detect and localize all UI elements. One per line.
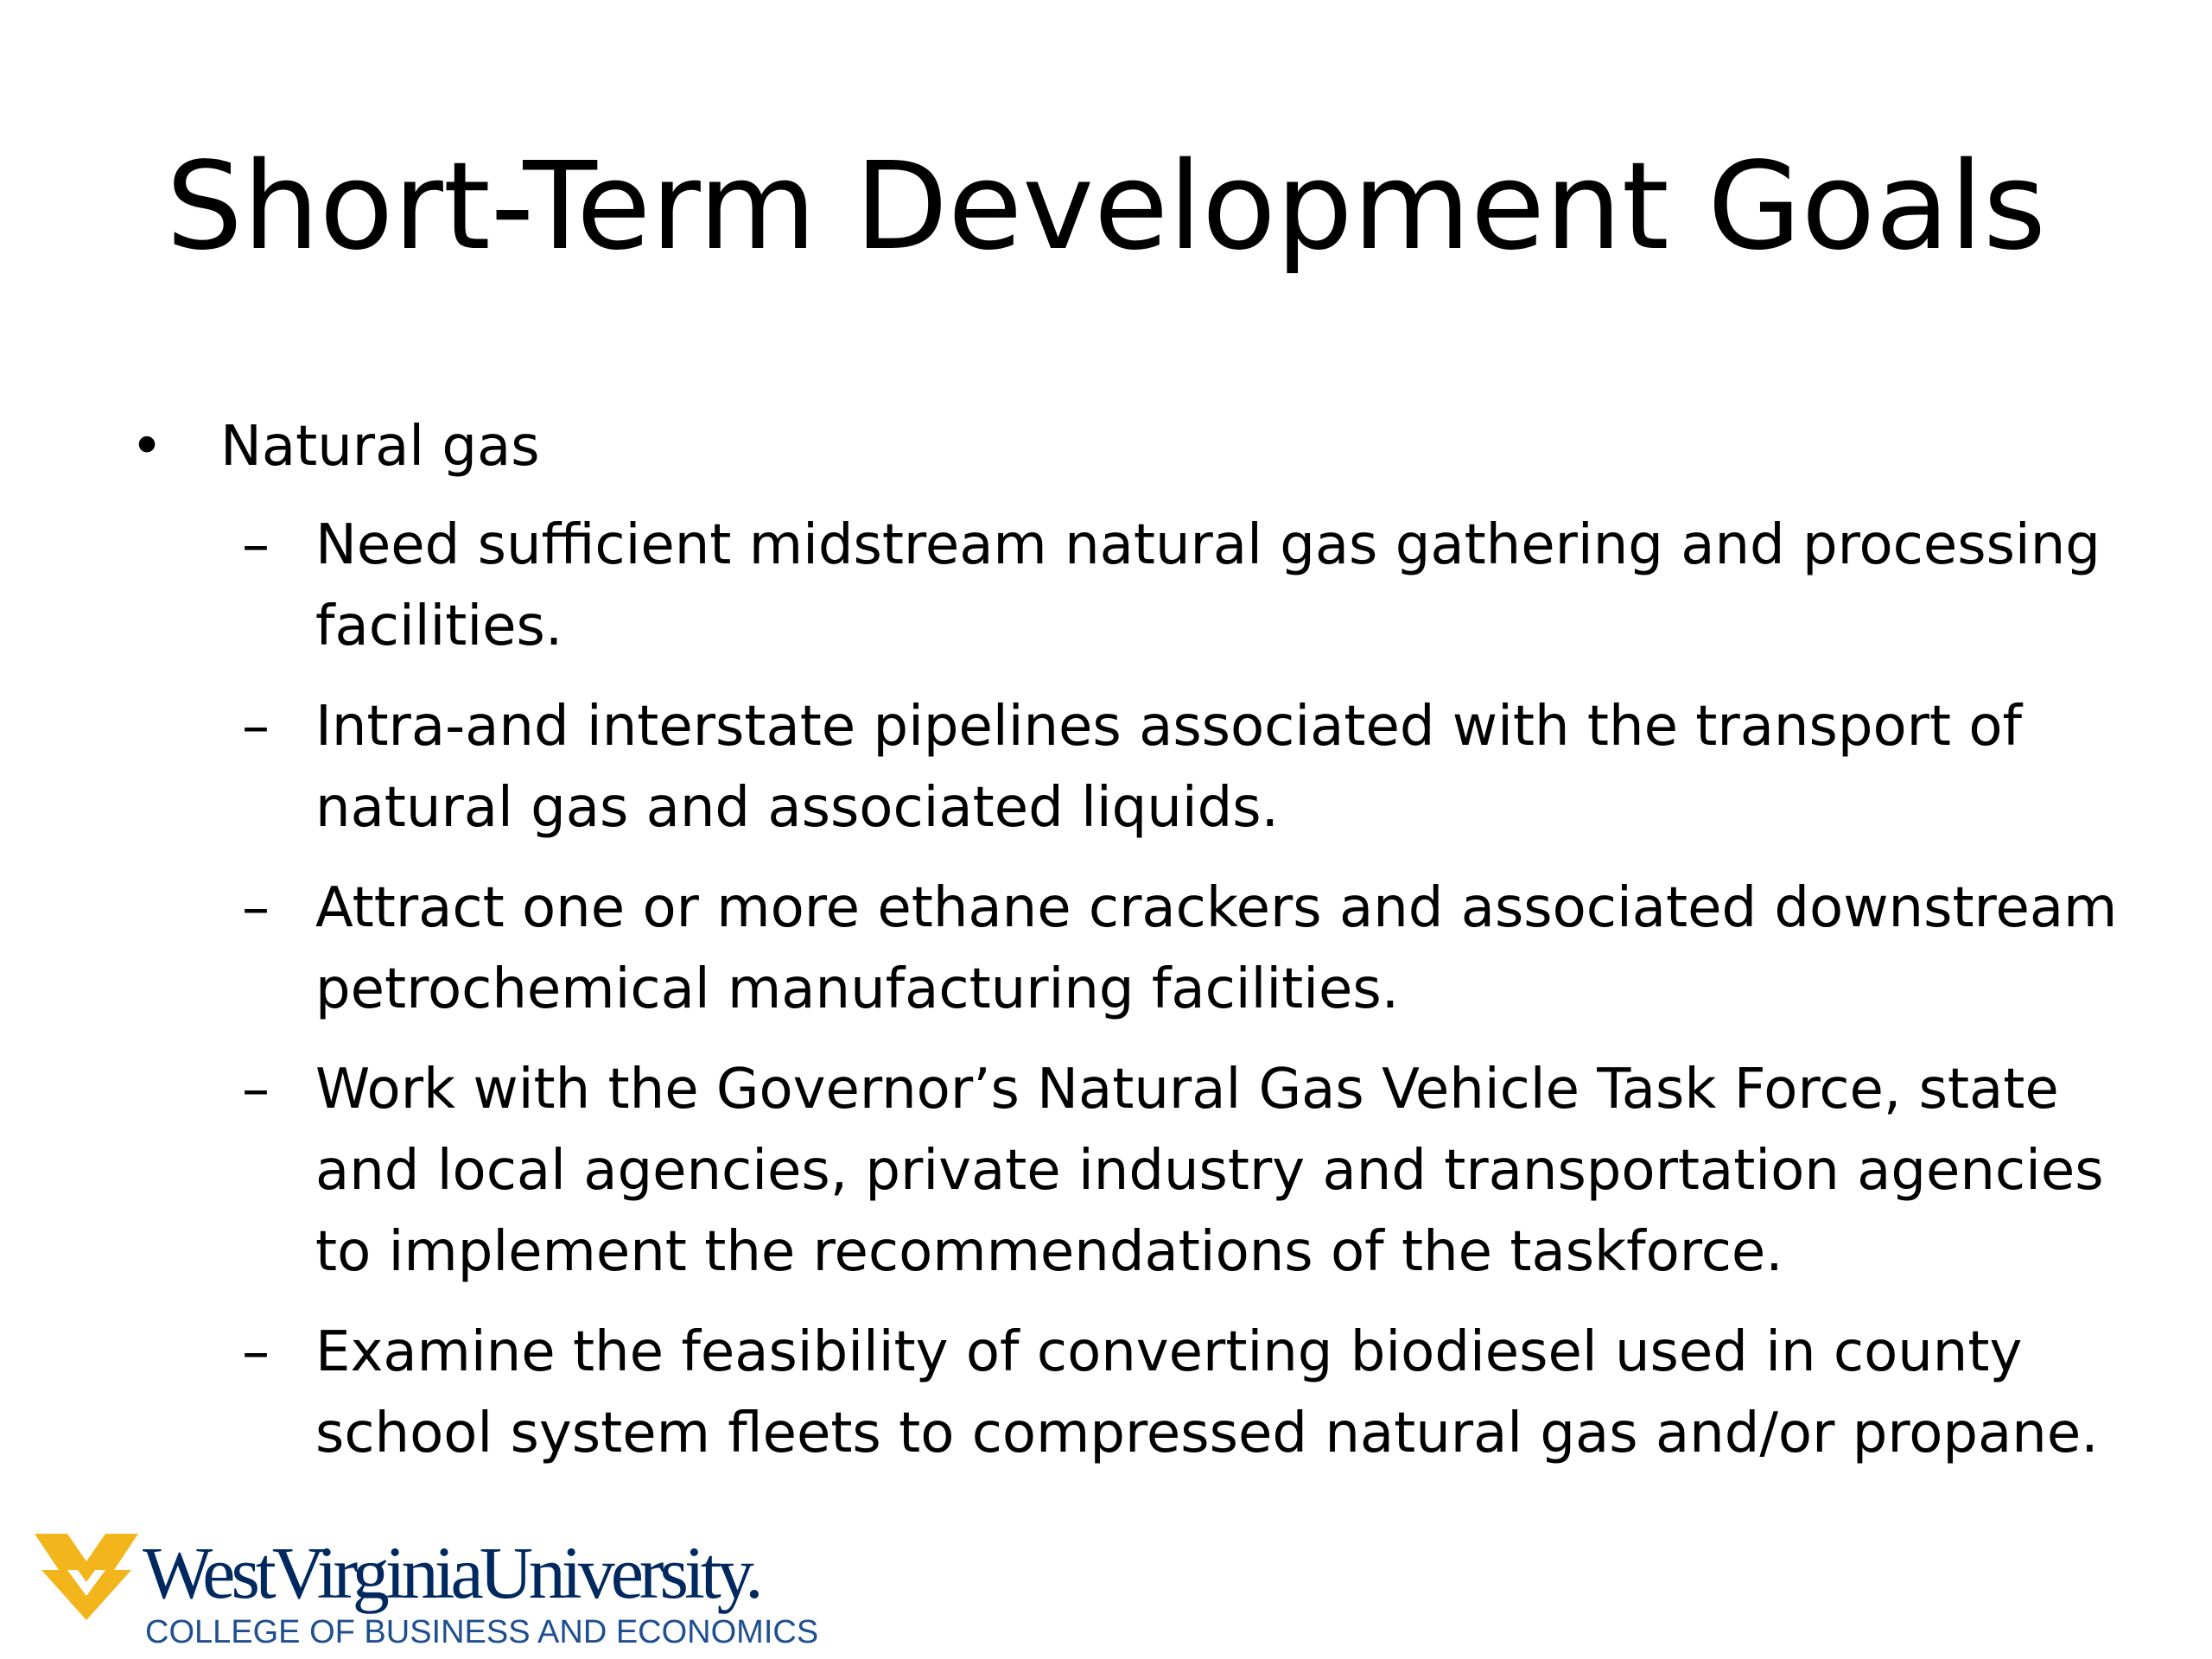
sub-bullet-item [130, 686, 2130, 849]
sub-bullet-text: Attract one or more ethane crackers and associated downstream petrochemical manufacturing facilities. [315, 876, 2118, 1021]
slide-content [130, 406, 2117, 1493]
sub-bullet-text: Need sufficient midstream natural gas gathering and processing facilities. [315, 513, 2101, 658]
slide-title: Short-Term Development Goals [166, 137, 2046, 277]
flying-wv-icon [35, 1525, 138, 1620]
wvu-logo [35, 1525, 819, 1655]
sub-bullet-text: Examine the feasibility of converting biodiesel used in county school system fleets to compressed natural gas and/or propane. [315, 1320, 2099, 1465]
sub-bullet-item [130, 505, 2130, 667]
sub-bullet-text: Intra-and interstate pipelines associated with the transport of natural gas and associated liquids. [315, 695, 2023, 840]
sub-bullet-text: Work with the Governor’s Natural Gas Vehicle Task Force, state and local agencies, private industry and transportation agencies to implement the recommendations of the taskforce. [315, 1058, 2104, 1284]
logo-wordmark: WestVirginiaUniversity. [143, 1531, 760, 1614]
bullet-natural-gas [130, 406, 2117, 487]
bullet-marker: • [130, 415, 163, 479]
dash-marker: – [242, 695, 270, 759]
bullet-text: Natural gas [220, 415, 540, 479]
sub-bullet-item [130, 1049, 2130, 1293]
dash-marker: – [242, 876, 270, 940]
logo-subtitle: COLLEGE OF BUSINESS AND ECONOMICS [145, 1614, 819, 1650]
dash-marker: – [242, 1058, 270, 1122]
dash-marker: – [242, 513, 270, 577]
dash-marker: – [242, 1320, 270, 1384]
sub-bullet-item [130, 868, 2130, 1030]
sub-bullet-list [130, 505, 2117, 1474]
sub-bullet-item [130, 1312, 2130, 1474]
